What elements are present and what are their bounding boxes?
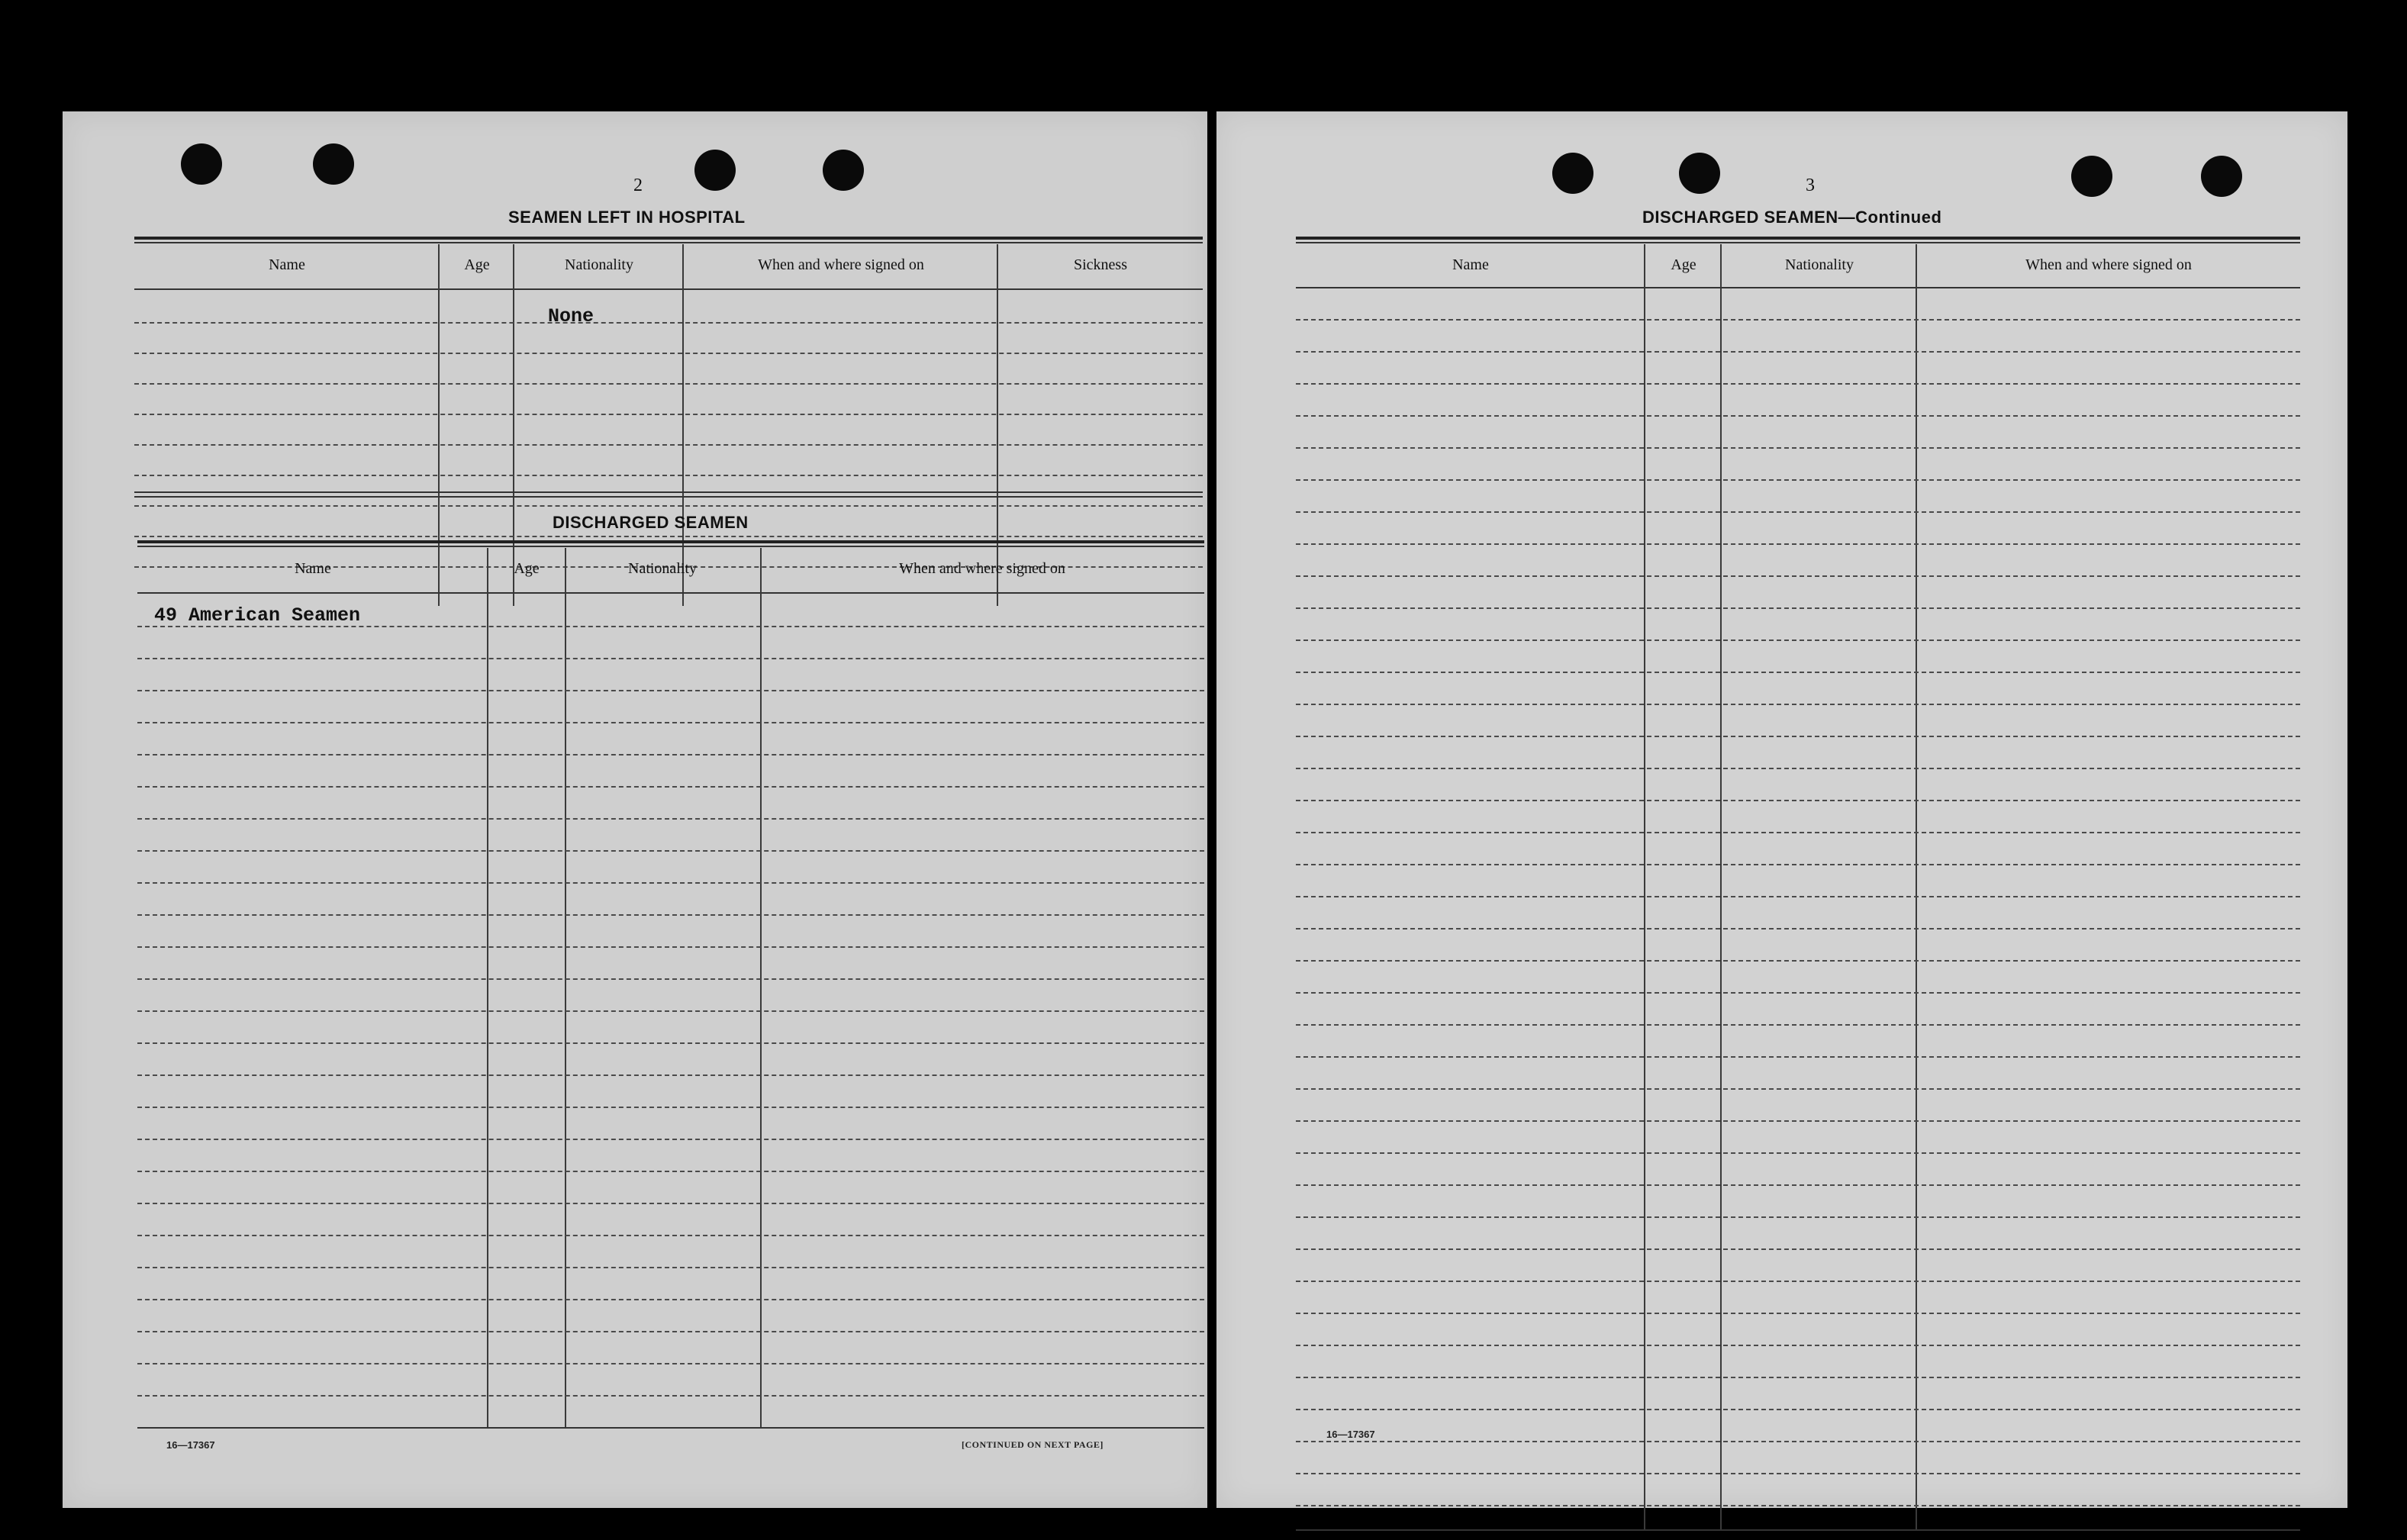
punch-hole (181, 143, 222, 185)
column-header-name: Name (269, 256, 305, 273)
title-main: DISCHARGED SEAMEN (1642, 208, 1838, 227)
column-header-nationality: Nationality (1785, 256, 1854, 273)
column-header-nationality: Nationality (628, 560, 697, 577)
title-continued: —Continued (1838, 208, 1942, 227)
hospital-section-title: SEAMEN LEFT IN HOSPITAL (508, 208, 746, 227)
punch-hole (1679, 153, 1720, 194)
column-header-when-where: When and where signed on (758, 256, 924, 273)
column-header-when-where: When and where signed on (2025, 256, 2192, 273)
column-header-name: Name (295, 560, 331, 577)
column-header-sickness: Sickness (1074, 256, 1127, 273)
form-number: 16—17367 (166, 1439, 215, 1451)
page-number: 2 (633, 176, 643, 195)
continued-note: [CONTINUED ON NEXT PAGE] (962, 1439, 1104, 1450)
right-form-number: 16—17367 (1326, 1429, 1375, 1440)
discharged-continued-title (1642, 208, 1941, 227)
punch-hole (694, 150, 736, 191)
left-page (63, 111, 1207, 1508)
page-number: 3 (1806, 176, 1815, 195)
column-header-age: Age (1671, 256, 1696, 273)
column-header-nationality: Nationality (565, 256, 633, 273)
column-header-when-where: When and where signed on (899, 560, 1065, 577)
punch-hole (2201, 156, 2242, 197)
column-header-age: Age (514, 560, 540, 577)
punch-hole (2071, 156, 2112, 197)
punch-hole (313, 143, 354, 185)
column-header-age: Age (464, 256, 490, 273)
discharged-entry: 49 American Seamen (154, 604, 361, 627)
punch-hole (1552, 153, 1593, 194)
discharged-section-title: DISCHARGED SEAMEN (553, 513, 749, 532)
punch-hole (823, 150, 864, 191)
hospital-entry: None (548, 305, 594, 327)
right-page (1216, 111, 2347, 1508)
column-header-name: Name (1452, 256, 1489, 273)
